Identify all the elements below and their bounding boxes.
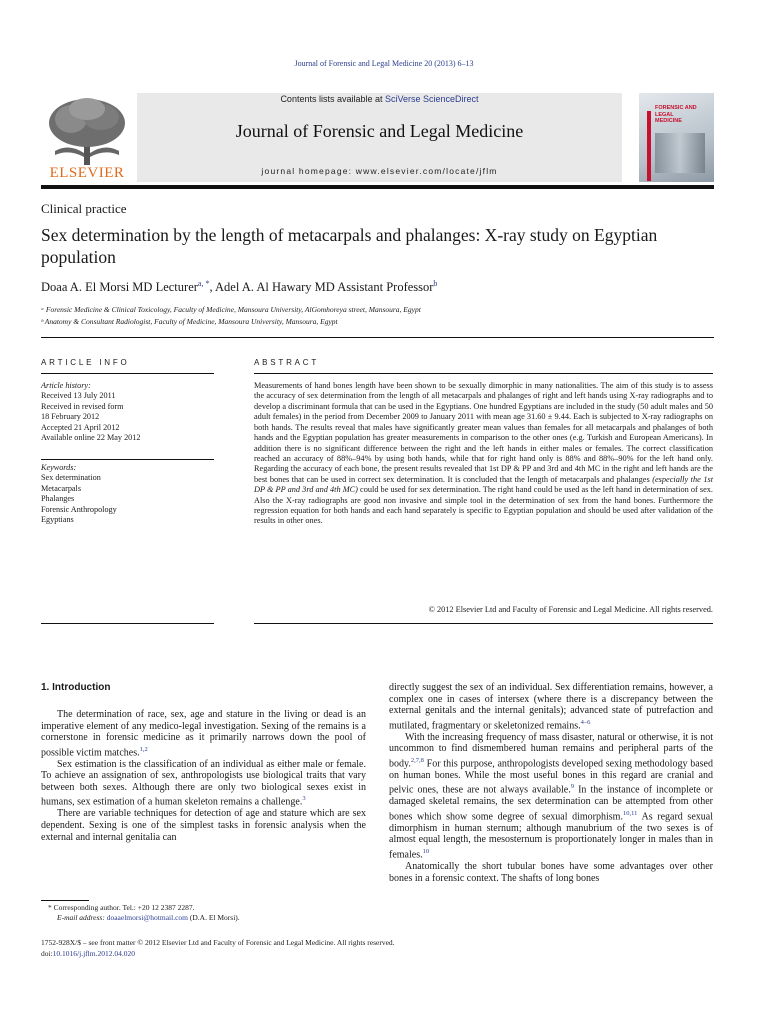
citation-link[interactable]: 1,2 [139, 745, 148, 753]
abstract-italic: (especially the 1st DP & PP and 3rd and 4th MC) [254, 474, 713, 495]
article-history [41, 381, 214, 443]
paragraph-text: With the increasing frequency of mass disaster, natural or otherwise, it is not uncommon to find dismembered human remains and peripheral parts of the body. [389, 731, 713, 770]
author-2-affiliation-marker[interactable]: b [433, 279, 438, 288]
elsevier-wordmark: ELSEVIER [49, 165, 125, 181]
article-info-bottom-rule [41, 623, 214, 624]
email-label: E-mail address: [57, 913, 107, 922]
paragraph-text: The determination of race, sex, age and stature in the living or dead is an imperative element of any medico-legal investigation. Sexing of the remains is a cornerstone in forensic medicine as it primarily narrows down the pool of possible victim matches. [41, 709, 366, 759]
abstract-text [254, 381, 713, 527]
author-1-affiliation-marker[interactable]: a, * [197, 279, 210, 288]
journal-title-panel [137, 93, 622, 182]
abstract-heading: ABSTRACT [254, 358, 320, 367]
citation-link[interactable]: 4–6 [580, 718, 591, 726]
article-info-heading: ARTICLE INFO [41, 358, 130, 367]
abstract-bottom-rule [254, 623, 713, 624]
doi-label: doi: [41, 949, 53, 958]
author-separator: , [209, 280, 216, 295]
history-item: Available online 22 May 2012 [41, 433, 141, 443]
citation-link[interactable]: 9 [570, 783, 574, 791]
paragraph-text: In the instance of incomplete or damaged skeletal remains, the sex determination can be attempted from other bones which show some degree of sexual dimorphism. [389, 784, 713, 823]
history-item: Received 13 July 2011 [41, 391, 116, 401]
journal-homepage[interactable]: journal homepage: www.elsevier.com/locate/jflm [261, 166, 498, 176]
history-item: 18 February 2012 [41, 412, 100, 422]
paragraph-text: For this purpose, anthropologists developed sexing methodology based on human bones. While the most useful bones in this regard are cranial and pelvic ones, these are not always available. [389, 758, 713, 796]
paragraph: Anatomically the short tubular bones have some advantages over other bones in a forensic context. The shafts of long bones [389, 860, 713, 884]
paragraph [41, 759, 366, 809]
citation-link[interactable]: 2,7,8 [410, 756, 424, 764]
paragraph [41, 709, 366, 759]
paragraph [389, 682, 713, 732]
email-note [57, 913, 240, 922]
footnote-rule [41, 900, 89, 901]
keywords-label: Keywords: [41, 463, 77, 472]
running-head[interactable]: Journal of Forensic and Legal Medicine 20 (2013) 6–13 [294, 59, 474, 68]
abstract-body-end: could be used for sex determination. The right hand could be used as the left hand in determination of sex. Also the X-ray radiographs are good non invasive and simple tool in the determination of sex from the hand bones. Furthermore the regression equation for both hands and each hand separately is specific to Egyptian population and should be used after validation of the results in other ones. [254, 485, 714, 526]
doi-link[interactable]: 10.1016/j.jflm.2012.04.020 [52, 949, 135, 958]
affiliation-a: ᵃ Forensic Medicine & Clinical Toxicology, Faculty of Medicine, Mansoura University, AlGomhoreya street, Mansoura, Egypt [41, 305, 421, 314]
paragraph-text: As regard sexual dimorphism in human sternum; although manubrium of the two sexes is of almost equal length, the mesosternum is proportionately longer in males than in females. [389, 811, 713, 861]
body-column-right [389, 682, 713, 884]
cover-title: FORENSIC AND LEGAL MEDICINE [655, 105, 697, 124]
article-info-rule [41, 373, 214, 374]
keyword: Forensic Anthropology [41, 504, 117, 514]
journal-cover-image[interactable] [639, 93, 714, 182]
affiliation-b: ᵇ Anatomy & Consultant Radiologist, Faculty of Medicine, Mansoura University, Mansoura, Egypt [41, 317, 338, 326]
keywords [41, 463, 214, 525]
sciencedirect-link[interactable]: SciVerse ScienceDirect [385, 94, 479, 104]
journal-banner [41, 93, 714, 182]
citation-link[interactable]: 3 [302, 795, 306, 803]
citation-link[interactable]: 10 [422, 848, 430, 856]
contents-line [137, 94, 622, 104]
paragraph-text: Sex estimation is the classification of an individual as either male or female. To achieve an assignation of sex, anthropologists use biological traits that vary between both sexes. Although there are only two biological sexes exist in humans, sex estimation of a human skeleton remains a challenge. [41, 758, 366, 808]
corresponding-author-note: * Corresponding author. Tel.: +20 12 2387 2287. [48, 903, 195, 912]
body-column-left [41, 709, 366, 843]
keyword: Metacarpals [41, 483, 82, 493]
article-title: Sex determination by the length of metacarpals and phalanges: X-ray study on Egyptian population [41, 225, 658, 267]
section-type: Clinical practice [41, 201, 127, 216]
keywords-rule [41, 459, 214, 460]
paragraph [389, 732, 713, 861]
email-link[interactable]: doaaelmorsi@hotmail.com [106, 913, 188, 922]
keyword: Sex determination [41, 473, 101, 483]
abstract-copyright: © 2012 Elsevier Ltd and Faculty of Forensic and Legal Medicine. All rights reserved. [428, 605, 713, 614]
contents-prefix: Contents lists available at [280, 94, 385, 104]
journal-title: Journal of Forensic and Legal Medicine [235, 121, 524, 141]
header-rule [41, 337, 714, 338]
author-1: Doaa A. El Morsi MD Lecturer [41, 280, 198, 295]
history-label: Article history: [41, 381, 91, 390]
doi-line [41, 949, 135, 958]
author-2: Adel A. Al Hawary MD Assistant Professor [215, 280, 434, 295]
issn-line: 1752-928X/$ – see front matter © 2012 Elsevier Ltd and Faculty of Forensic and Legal Medicine. All rights reserved. [41, 938, 395, 947]
elsevier-logo[interactable] [41, 93, 133, 182]
author-list [41, 279, 437, 295]
email-suffix: (D.A. El Morsi). [187, 913, 240, 922]
paragraph: There are variable techniques for detection of age and stature which are sex dependent. Sexing is one of the simplest tasks in forensic analysis when the external and internal genitalia can [41, 808, 366, 843]
banner-rule [41, 185, 714, 189]
abstract-body: Measurements of hand bones length have been shown to be sexually dimorphic in many nationalities. The aim of this study is to assess the accuracy of sex determination from the length of all metacarpals and phalanges of right and left hands using X-ray radiographs and to develop a discriminant formula that can be used in the Egyptians. One hundred Egyptians are included in the study (50 adult males and 50 adult females) in the period from December 2009 to January 2011 with mean age 31.60 ± 9.44. Each is subjected to X-ray radiographs on both hands. The results reveal that males have significantly greater mean values than females for all metacarpals and phalanges of both hands and the Egyptian population has greater measurements in comparison to the other ones (e.g. Turkish and European Americans). In addition there is no significant difference between the right and the left hands in either males or females. The correct classification reached an accuracy of 88%–94% by using both hands, while that for right hand only is 88% and 88%–90% for the left hand only. Regarding the accuracy of each bone, the present results revealed that 1st DP & PP and 3rd and 4th MC in the right and left hands are the best bones that can be used in correct sex determination. It is concluded that the length of metacarpals and phalanges [254, 381, 713, 484]
keyword: Phalanges [41, 494, 75, 504]
citation-link[interactable]: 10,11 [622, 809, 638, 817]
introduction-heading: 1. Introduction [41, 682, 111, 693]
abstract-rule [254, 373, 713, 374]
history-item: Accepted 21 April 2012 [41, 422, 120, 432]
keyword: Egyptians [41, 515, 74, 525]
history-item: Received in revised form [41, 401, 124, 411]
paragraph-text: directly suggest the sex of an individual. Sex differentiation remains, however, a complex one in cases of intersex (where there is a discrepancy between the external genitals and the internal genitals); advanced state of putrefaction and mutilated, fragmentary or skeletonized remains. [389, 682, 713, 732]
